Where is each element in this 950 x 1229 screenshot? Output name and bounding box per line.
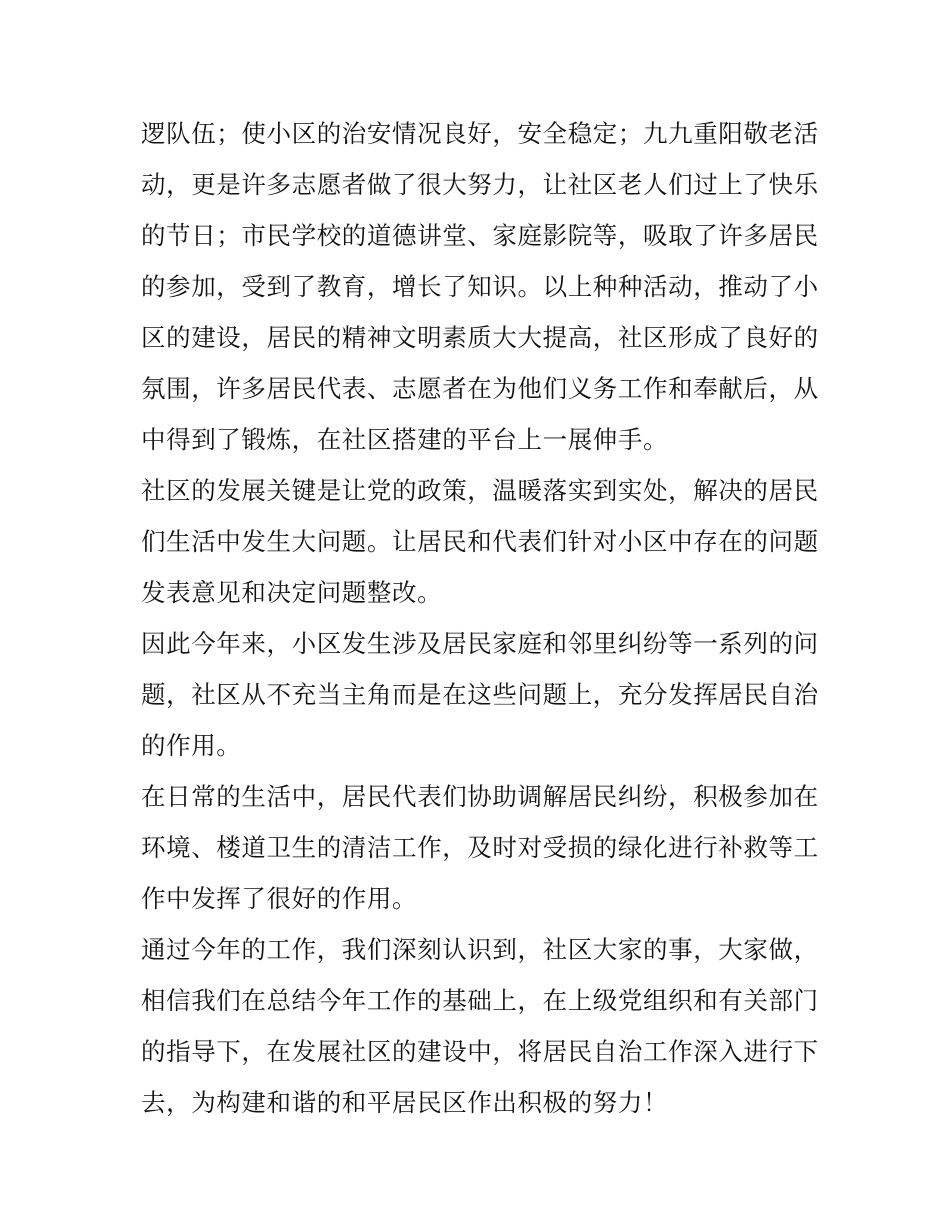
- paragraph-line: 作中发挥了很好的作用。: [141, 884, 418, 913]
- paragraph-line: 中得到了锻炼，在社区搭建的平台上一展伸手。: [141, 425, 669, 454]
- paragraph-line: 们生活中发生大问题。让居民和代表们针对小区中存在的问题: [141, 527, 819, 556]
- paragraph-line: 相信我们在总结今年工作的基础上，在上级党组织和有关部门: [141, 986, 819, 1015]
- paragraph-line: 的指导下，在发展社区的建设中，将居民自治工作深入进行下: [141, 1037, 819, 1066]
- paragraph-line: 社区的发展关键是让党的政策，温暖落实到实处，解决的居民: [141, 476, 819, 505]
- paragraph-line: 环境、楼道卫生的清洁工作，及时对受损的绿化进行补救等工: [141, 833, 819, 862]
- paragraph-3: [141, 618, 819, 771]
- paragraph-line: 通过今年的工作，我们深刻认识到，社区大家的事，大家做，: [141, 935, 819, 964]
- paragraph-line: 的作用。: [141, 731, 242, 760]
- paragraph-line: 的参加，受到了教育，增长了知识。以上种种活动，推动了小: [141, 272, 819, 301]
- paragraph-line: 因此今年来，小区发生涉及居民家庭和邻里纠纷等一系列的问: [141, 629, 819, 658]
- paragraph-line: 发表意见和决定问题整改。: [141, 578, 443, 607]
- paragraph-4: [141, 771, 819, 924]
- paragraph-line: 题，社区从不充当主角而是在这些问题上，充分发挥居民自治: [141, 680, 819, 709]
- paragraph-line: 在日常的生活中，居民代表们协助调解居民纠纷，积极参加在: [141, 782, 819, 811]
- paragraph-2: [141, 465, 819, 618]
- paragraph-line: 动，更是许多志愿者做了很大努力，让社区老人们过上了快乐: [141, 170, 819, 199]
- document-body: [141, 108, 819, 1128]
- paragraph-1: [141, 108, 819, 465]
- paragraph-line: 氛围，许多居民代表、志愿者在为他们义务工作和奉献后，从: [141, 374, 819, 403]
- paragraph-line: 区的建设，居民的精神文明素质大大提高，社区形成了良好的: [141, 323, 819, 352]
- paragraph-line: 的节日；市民学校的道德讲堂、家庭影院等，吸取了许多居民: [141, 221, 819, 250]
- paragraph-5: [141, 924, 819, 1128]
- paragraph-line: 逻队伍；使小区的治安情况良好，安全稳定；九九重阳敬老活: [141, 119, 819, 148]
- paragraph-line: 去，为构建和谐的和平居民区作出积极的努力！: [141, 1088, 669, 1117]
